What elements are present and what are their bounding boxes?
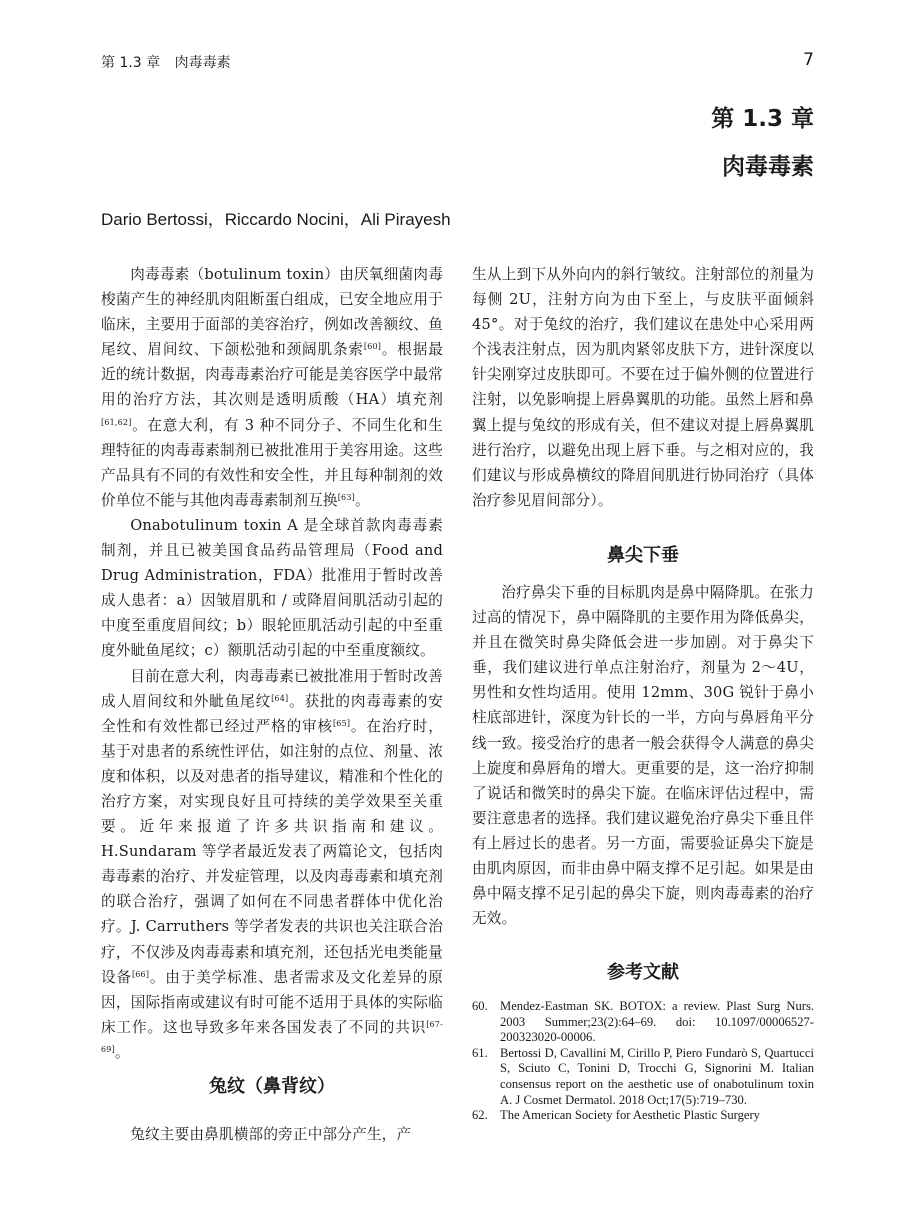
page-number: 7 — [803, 50, 814, 70]
chapter-number: 第 1.3 章 — [711, 106, 814, 132]
citation: [67-69] — [101, 1019, 443, 1054]
running-head — [101, 52, 231, 72]
section-heading-references: 参考文献 — [607, 962, 679, 983]
text-run: 。根据最近的统计数据，肉毒毒素治疗可能是美容医学中最常用的治疗方法，其次则是透明质酸（HA）填充剂 — [101, 341, 443, 409]
reference-number: 61. — [472, 1045, 488, 1060]
paragraph-bunny-lines-start — [101, 1122, 443, 1147]
reference-text: Bertossi D, Cavallini M, Cirillo P, Piero Fundarò S, Quartucci S, Sciuto C, Tonini D, Trocchi G, Signorini M. Italian consensus report on the aesthetic use of onabotulinum toxin A. J Cosmet Dermatol. 2018 Oct;17(5):719–730. — [500, 1045, 814, 1107]
citation: [65] — [332, 718, 351, 728]
paragraph-text: 治疗鼻尖下垂的目标肌肉是鼻中隔降肌。在张力过高的情况下，鼻中隔降肌的主要作用为降低鼻尖，并且在微笑时鼻尖降低会进一步加剧。对于鼻尖下垂，我们建议进行单点注射治疗，剂量为 2～4U，男性和女性均适用。使用 12mm、30G 锐针于鼻小柱底部进针，深度为针长的一半，方向与鼻唇角平分线一致。接受治疗的患者一般会获得令人满意的鼻尖上旋度和鼻唇角的增大。更重要的是，这一治疗抑制了说话和微笑时的鼻尖下旋。在临床评估过程中，需要注意患者的选择。我们建议避免治疗鼻尖下垂且伴有上唇过长的患者。另一方面，需要验证鼻尖下旋是由肌肉原因，而非由鼻中隔支撑不足引起。如果是由鼻中隔支撑不足引起的鼻尖下旋，则肉毒毒素的治疗无效。 — [472, 584, 814, 928]
paragraph-nasal-tip — [472, 580, 814, 931]
reference-list — [472, 999, 814, 1124]
text-run: 。在治疗时，基于对患者的系统性评估，如注射的点位、剂量、浓度和体积，以及对患者的指导建议，精准和个性化的治疗方案，对实现良好且可持续的美学效果至关重要。近年来报道了许多共识指南和建议。H.Sundaram 等学者最近发表了两篇论文，包括肉毒毒素的治疗、并发症管理，以及肉毒毒素和填充剂的联合治疗，强调了如何在不同患者群体中优化治疗。J. Carruthers 等学者发表的共识也关注联合治疗，不仅涉及肉毒毒素和填充剂，还包括光电类能量设备 — [101, 717, 443, 986]
text-run: 。 — [354, 491, 370, 509]
citation: [66] — [131, 969, 150, 979]
text-run: 肉毒毒素（botulinum toxin）由厌氧细菌肉毒梭菌产生的神经肌肉阻断蛋白组成，已安全地应用于临床，主要用于面部的美容治疗，例如改善额纹、鱼尾纹、眉间纹、下颌松弛和颈阔肌条索 — [101, 266, 443, 359]
paragraph-intro — [101, 262, 443, 513]
paragraph-bunny-lines-cont: 生从上到下从外向内的斜行皱纹。注射部位的剂量为每侧 2U，注射方向为由下至上，与皮肤平面倾斜 45°。对于兔纹的治疗，我们建议在患处中心采用两个浅表注射点，因为肌肉紧邻皮肤下方，进针深度以针尖刚穿过皮肤即可。不要在过于偏外侧的位置进行注射，以免影响提上唇鼻翼肌的功能。虽然上唇和鼻翼上提与兔纹的形成有关，但不建议对提上唇鼻翼肌进行治疗，以避免出现上唇下垂。与之相对应的，我们建议与形成鼻横纹的降眉间肌进行协同治疗（具体治疗参见眉间部分）。 — [472, 266, 814, 509]
paragraph-text: 兔纹主要由鼻肌横部的旁正中部分产生，产 — [130, 1126, 412, 1143]
text-run: 。获批的肉毒毒素的安全性和有效性都已经过严格的审核 — [101, 692, 443, 735]
section-heading-bunny-lines: 兔纹（鼻背纹） — [209, 1076, 335, 1097]
citation: [61,62] — [101, 417, 132, 427]
section-heading-nasal-tip: 鼻尖下垂 — [607, 545, 679, 566]
reference-text: Mendez-Eastman SK. BOTOX: a review. Plast Surg Nurs. 2003 Summer;23(2):64–69. doi: 10.1097/00006527-200323020-00006. — [500, 999, 814, 1045]
reference-number: 62. — [472, 1108, 488, 1123]
text-run: 目前在意大利，肉毒毒素已被批准用于暂时改善成人眉间纹和外眦鱼尾纹 — [101, 667, 443, 710]
reference-item — [472, 1108, 814, 1124]
citation: [60] — [363, 342, 382, 352]
text-run: 。由于美学标准、患者需求及文化差异的原因，国际指南或建议有时可能不适用于具体的实际临床工作。这也导致多年来各国发表了不同的共识 — [101, 968, 443, 1036]
right-column — [472, 262, 814, 513]
paragraph-onabotulinum: Onabotulinum toxin A 是全球首款肉毒毒素制剂，并且已被美国食品药品管理局（Food and Drug Administration，FDA）批准用于暂时改善成人患者：a）因皱眉肌和 / 或降眉间肌活动引起的中度至重度眉间纹；b）眼轮匝肌活动引起的中至重度外眦鱼尾纹；c）额肌活动引起的中至重度额纹。 — [101, 516, 443, 660]
citation: [64] — [271, 693, 289, 703]
authors: Dario Bertossi，Riccardo Nocini，Ali Pirayesh — [101, 210, 451, 229]
reference-number: 60. — [472, 999, 488, 1013]
text-run: 。 — [114, 1043, 130, 1061]
chapter-title: 肉毒毒素 — [722, 154, 814, 180]
left-column — [101, 262, 443, 1065]
reference-item — [472, 1046, 814, 1108]
reference-item — [472, 999, 814, 1046]
reference-text: The American Society for Aesthetic Plastic Surgery — [500, 1108, 760, 1123]
text-run: 。在意大利，有 3 种不同分子、不同生化和生理特征的肉毒毒素制剂已被批准用于美容用途。这些产品具有不同的有效性和安全性，并且每种制剂的效价单位不能与其他肉毒毒素制剂互换 — [101, 416, 443, 509]
running-title: 肉毒毒素 — [174, 55, 231, 71]
paragraph-italy — [101, 664, 443, 1066]
citation: [63] — [337, 492, 355, 502]
running-chapter: 第 1.3 章 — [101, 55, 161, 71]
